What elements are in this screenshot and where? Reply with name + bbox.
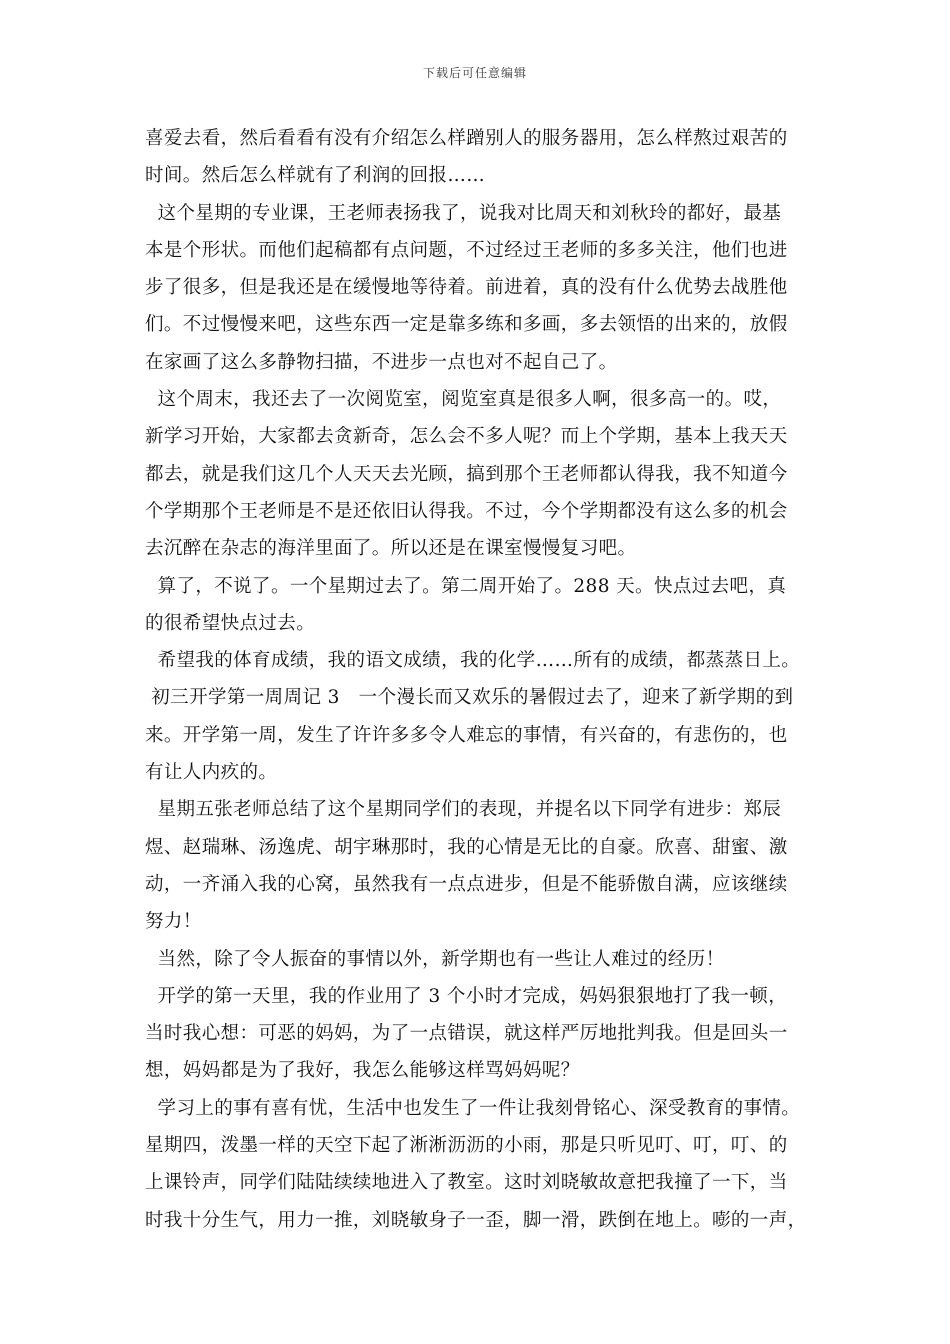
text-line: 步了很多，但是我还是在缓慢地等待着。前进着，真的没有什么优势去战胜他 [145, 277, 788, 299]
text-line: 本是个形状。而他们起稿都有点问题，不过经过王老师的多多关注，他们也进 [145, 239, 788, 261]
text-line: 开学的第一天里，我的作业用了 3 个小时才完成，妈妈狠狠地打了我一顿， [145, 985, 788, 1007]
text-line: 时间。然后怎么样就有了利润的回报…… [145, 165, 486, 187]
text-line: 这个星期的专业课，王老师表扬我了，说我对比周天和刘秋玲的都好，最基 [145, 202, 782, 224]
text-line: 当然，除了令人振奋的事情以外，新学期也有一些让人难过的经历！ [145, 948, 725, 970]
text-line: 这个周末，我还去了一次阅览室，阅览室真是很多人啊，很多高一的。哎， [145, 389, 782, 411]
text-line: 都去，就是我们这几个人天天去光顾，搞到那个王老师都认得我，我不知道今 [145, 463, 788, 485]
text-line: 努力！ [145, 911, 202, 933]
text-line: 初三开学第一周周记 3 一个漫长而又欢乐的暑假过去了，迎来了新学期的到 [145, 687, 794, 709]
text-line: 来。开学第一周，发生了许许多多令人难忘的事情，有兴奋的，有悲伤的，也 [145, 724, 788, 746]
text-line: 的很希望快点过去。 [145, 612, 316, 634]
text-line: 算了，不说了。一个星期过去了。第二周开始了。288 天。快点过去吧，真 [145, 575, 787, 597]
text-line: 有让人内疚的。 [145, 762, 278, 784]
text-line: 个学期那个王老师是不是还依旧认得我。不过，今个学期都没有这么多的机会 [145, 500, 788, 522]
text-line: 时我十分生气，用力一推，刘晓敏身子一歪，脚一滑，跌倒在地上。嘭的一声， [145, 1209, 807, 1231]
document-body [145, 120, 810, 1239]
text-line: 希望我的体育成绩，我的语文成绩，我的化学……所有的成绩，都蒸蒸日上。 [145, 650, 801, 672]
text-line: 动，一齐涌入我的心窝，虽然我有一点点进步，但是不能骄傲自满，应该继续 [145, 873, 788, 895]
text-line: 当时我心想：可恶的妈妈，为了一点错误，就这样严厉地批判我。但是回头一 [145, 1023, 788, 1045]
text-line: 星期四，泼墨一样的天空下起了淅淅沥沥的小雨，那是只听见叮、叮，叮、的 [145, 1135, 788, 1157]
text-line: 喜爱去看，然后看看有没有介绍怎么样蹭别人的服务器用，怎么样熬过艰苦的 [145, 128, 788, 149]
text-line: 新学习开始，大家都去贪新奇，怎么会不多人呢？而上个学期，基本上我天天 [145, 426, 788, 448]
text-line: 想，妈妈都是为了我好，我怎么能够这样骂妈妈呢？ [145, 1060, 580, 1082]
text-line: 上课铃声，同学们陆陆续续地进入了教室。这时刘晓敏故意把我撞了一下，当 [145, 1172, 788, 1194]
text-line: 们。不过慢慢来吧，这些东西一定是靠多练和多画，多去领悟的出来的，放假 [145, 314, 788, 336]
text-line: 星期五张老师总结了这个星期同学们的表现，并提名以下同学有进步：郑辰 [145, 799, 782, 821]
page-header-note: 下载后可任意编辑 [422, 66, 527, 80]
text-line: 煜、赵瑞琳、汤逸虎、胡宇琳那时，我的心情是无比的自豪。欣喜、甜蜜、激 [145, 836, 788, 858]
text-line: 学习上的事有喜有忧，生活中也发生了一件让我刻骨铭心、深受教育的事情。 [145, 1097, 801, 1119]
text-line: 去沉醉在杂志的海洋里面了。所以还是在课室慢慢复习吧。 [145, 538, 637, 560]
text-line: 在家画了这么多静物扫描，不进步一点也对不起自己了。 [145, 351, 618, 373]
